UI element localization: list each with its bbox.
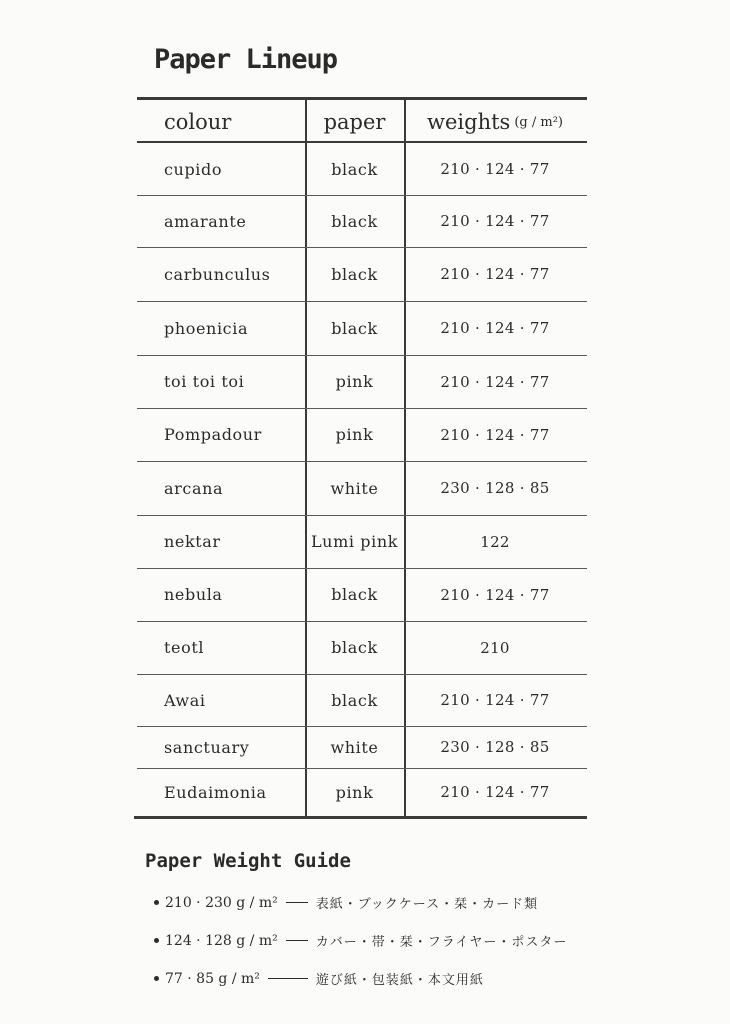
cell-colour: sanctuary: [164, 737, 250, 757]
header-weights-label: weights: [427, 110, 511, 134]
header-weights: [405, 103, 585, 141]
dash-line: [286, 902, 308, 903]
cell-weights: 210 · 124 · 77: [440, 372, 550, 391]
guide-weights: 77 · 85 g / m²: [165, 970, 260, 987]
guide-weights: 210 · 230 g / m²: [165, 894, 278, 911]
cell-paper: white: [330, 478, 379, 498]
guide-item: [154, 931, 567, 950]
cell-paper: white: [330, 737, 379, 757]
cell-weights: 122: [480, 532, 510, 551]
cell-colour: carbunculus: [164, 264, 271, 284]
cell-paper: pink: [335, 782, 374, 802]
cell-weights: 210 · 124 · 77: [440, 160, 550, 178]
cell-paper: black: [331, 264, 378, 284]
cell-weights: 210: [480, 638, 510, 657]
cell-colour: phoenicia: [164, 318, 249, 338]
cell-weights: 210 · 124 · 77: [440, 783, 550, 801]
cell-paper: black: [331, 211, 378, 231]
dash-line: [286, 940, 308, 941]
cell-weights: 210 · 124 · 77: [440, 585, 550, 604]
cell-paper: black: [331, 690, 378, 710]
guide-weights: 124 · 128 g / m²: [165, 932, 278, 949]
cell-weights: 230 · 128 · 85: [440, 738, 550, 756]
guide-title: Paper Weight Guide: [145, 850, 351, 872]
cell-weights: 210 · 124 · 77: [440, 691, 550, 709]
cell-weights: 210 · 124 · 77: [440, 425, 550, 444]
header-weights-unit: (g / m²): [514, 114, 563, 130]
cell-colour: Awai: [164, 690, 206, 710]
page-title: Paper Lineup: [154, 44, 338, 75]
bullet-icon: [154, 900, 159, 905]
paper-lineup-table: [137, 97, 587, 820]
dash-line: [268, 978, 308, 979]
cell-paper: Lumi pink: [310, 532, 399, 551]
cell-paper: black: [331, 318, 378, 338]
bullet-icon: [154, 976, 159, 981]
cell-weights: 210 · 124 · 77: [440, 212, 550, 230]
bullet-icon: [154, 938, 159, 943]
cell-paper: black: [331, 585, 378, 604]
cell-colour: Eudaimonia: [164, 782, 267, 802]
guide-uses: 遊び紙・包装紙・本文用紙: [315, 973, 484, 988]
guide-item: [154, 969, 484, 988]
guide-uses: カバー・帯・栞・フライヤー・ポスター: [315, 935, 568, 950]
cell-colour: amarante: [164, 211, 247, 231]
cell-colour: teotl: [164, 638, 205, 657]
cell-colour: toi toi toi: [164, 372, 245, 391]
cell-colour: nektar: [164, 532, 221, 551]
cell-colour: arcana: [164, 478, 224, 498]
header-colour: colour: [164, 110, 232, 134]
cell-weights: 210 · 124 · 77: [440, 265, 550, 283]
guide-item: [154, 893, 538, 912]
cell-paper: black: [331, 159, 378, 179]
table-bottom-rule: [134, 816, 587, 819]
guide-uses: 表紙・ブックケース・栞・カード類: [315, 897, 539, 912]
cell-colour: nebula: [164, 585, 223, 604]
cell-paper: black: [331, 638, 378, 657]
header-paper: paper: [323, 110, 386, 134]
cell-paper: pink: [335, 425, 374, 444]
cell-colour: cupido: [164, 159, 223, 179]
cell-weights: 210 · 124 · 77: [440, 319, 550, 337]
cell-paper: pink: [335, 372, 374, 391]
cell-colour: Pompadour: [164, 425, 262, 444]
cell-weights: 230 · 128 · 85: [440, 479, 550, 497]
table-top-rule: [137, 97, 587, 100]
